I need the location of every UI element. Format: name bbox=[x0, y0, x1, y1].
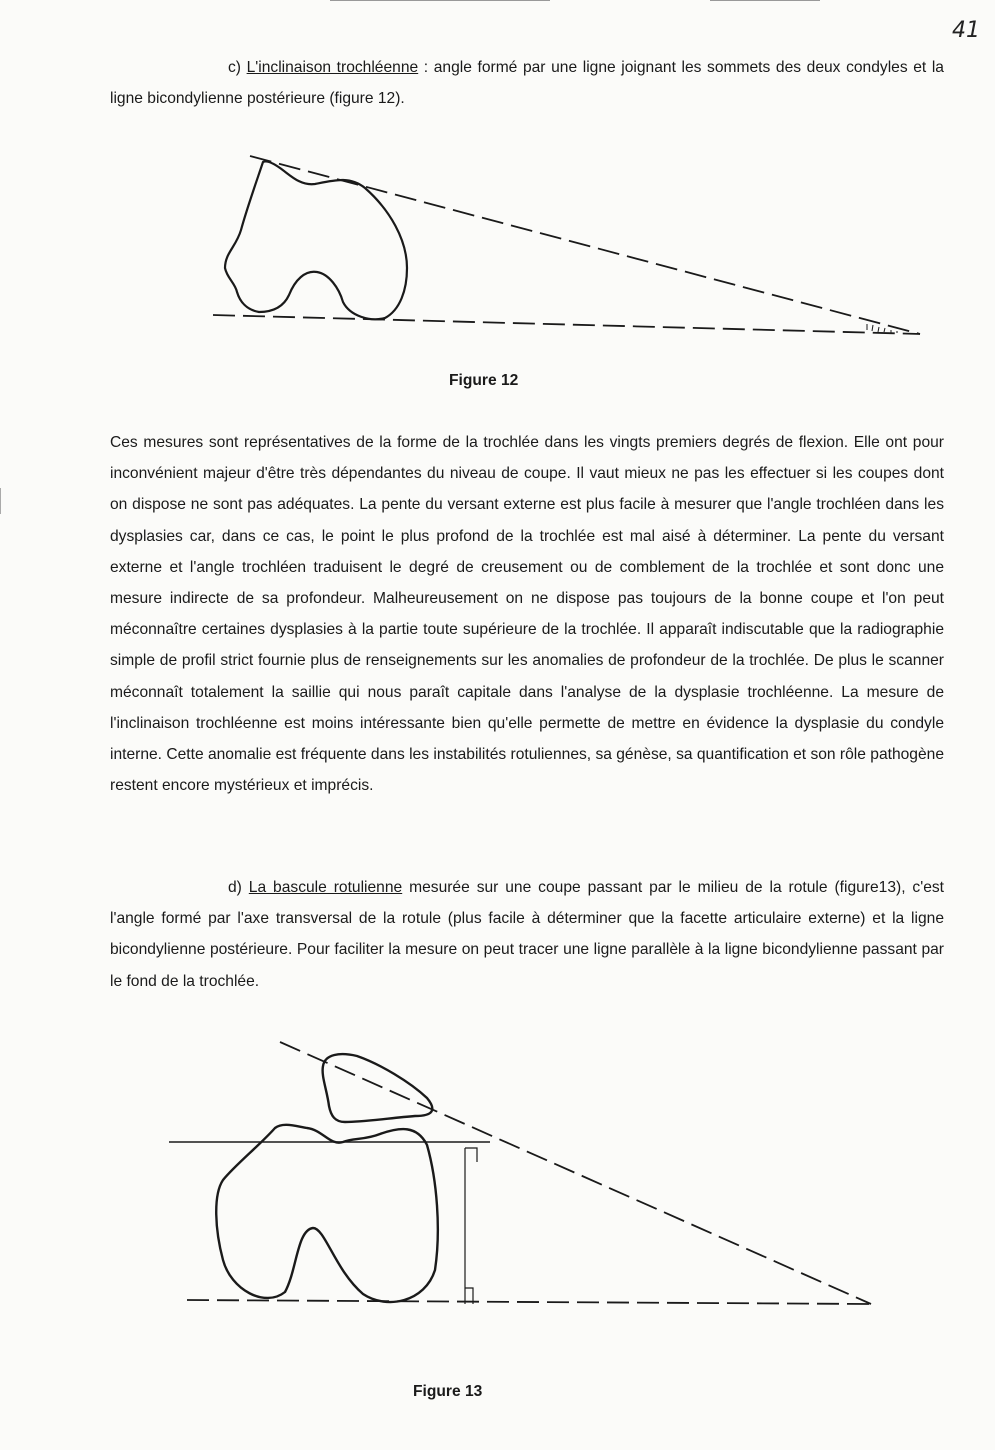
figure-12-diagram bbox=[205, 150, 935, 350]
figure-12-caption: Figure 12 bbox=[449, 372, 519, 389]
section-d-label: d) bbox=[228, 879, 242, 896]
scan-top-rule-2 bbox=[710, 0, 820, 1]
figure-13-diagram bbox=[165, 1030, 885, 1330]
section-d-paragraph bbox=[110, 872, 944, 997]
fig13-patella-outline bbox=[323, 1054, 433, 1122]
section-c-text: : angle formé par une ligne joignant les sommets des deux condyles et la ligne bicondylienne postérieure (figure 12). bbox=[110, 59, 944, 108]
fig13-femur-outline bbox=[216, 1125, 438, 1302]
fig12-angle-hatch bbox=[867, 324, 897, 333]
fig12-femur-outline bbox=[225, 161, 407, 319]
fig12-bicondylar-line bbox=[213, 315, 920, 334]
page-number: 41 bbox=[952, 18, 980, 43]
fig13-patella-axis-line bbox=[280, 1042, 871, 1304]
section-d-text: mesurée sur une coupe passant par le milieu de la rotule (figure13), c'est l'angle formé par l'axe transversal de la rotule (plus facile à déterminer que la facette articulaire externe) et la ligne bicondylienne postérieure. Pour faciliter la mesure on peut tracer une ligne parallèle à la ligne bicondylienne passant par le fond de la trochlée. bbox=[110, 879, 945, 990]
scan-top-rule-1 bbox=[330, 0, 550, 1]
fig13-bicondylar-line bbox=[187, 1300, 871, 1304]
scan-margin-mark bbox=[0, 488, 1, 514]
section-d-term: La bascule rotulienne bbox=[248, 879, 403, 896]
section-c-label: c) bbox=[228, 59, 241, 76]
fig13-vertical-gauge bbox=[465, 1148, 477, 1304]
section-c-paragraph bbox=[110, 52, 944, 114]
fig12-condyle-tangent-line bbox=[250, 156, 920, 334]
section-c-term: L'inclinaison trochléenne bbox=[246, 59, 419, 76]
discussion-paragraph: Ces mesures sont représentatives de la forme de la trochlée dans les vingts premiers degrés de flexion. Elle ont pour inconvénient majeur d'être très dépendantes du niveau de coupe. Il vaut mieux ne pas les effectuer si les coupes dont on dispose ne sont pas adéquates. La pente du versant externe est plus facile à mesurer que l'angle trochléen dans les dysplasies car, dans ce cas, le point le plus profond de la trochlée est mal aisé à déterminer. La pente du versant externe et l'angle trochléen traduisent le degré de creusement ou de comblement de la trochlée et sont donc une mesure indirecte de sa profondeur. Malheureusement on ne dispose pas toujours de la bonne coupe et l'on peut méconnaître certaines dysplasies à la partie toute supérieure de la trochlée. Il apparaît indiscutable que la radiographie simple de profil strict fournie plus de renseignements sur les anomalies de profondeur de la trochlée. De plus le scanner méconnaît totalement la saillie qui nous paraît capitale dans l'analyse de la dysplasie trochléenne. La mesure de l'inclinaison trochléenne est moins intéressante bien qu'elle permette de mettre en évidence la dysplasie du condyle interne. Cette anomalie est fréquente dans les instabilités rotuliennes, sa génèse, sa quantification et son rôle pathogène restent encore mystérieux et imprécis. bbox=[110, 434, 944, 795]
figure-13-caption: Figure 13 bbox=[413, 1383, 483, 1400]
